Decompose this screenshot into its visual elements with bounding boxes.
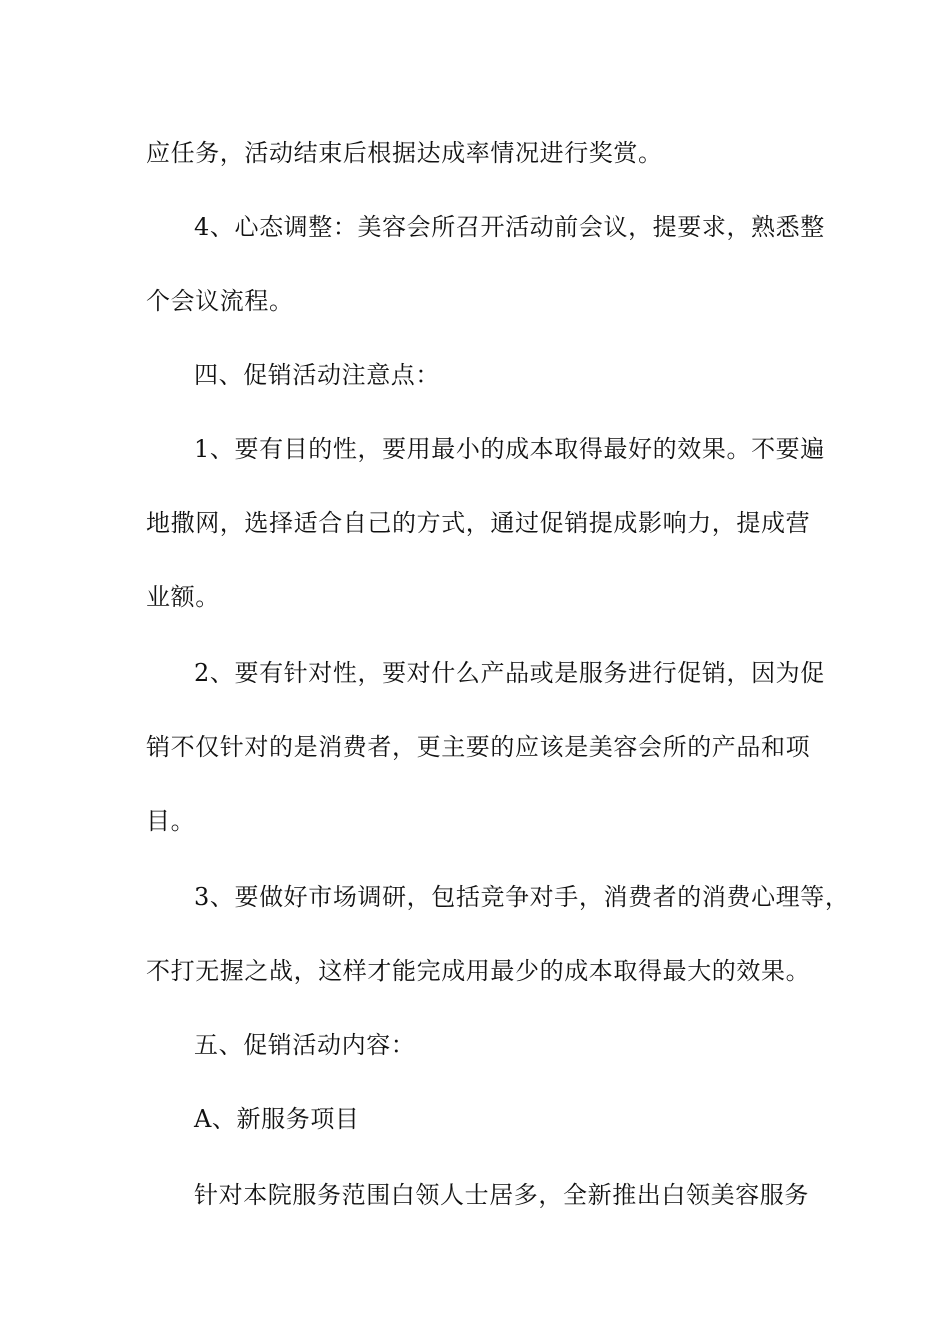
paragraph-line: 个会议流程。 xyxy=(146,287,294,315)
paragraph-line: 地撒网，选择适合自己的方式，通过促销提成影响力，提成营 xyxy=(146,509,811,537)
paragraph-line: 不打无握之战，这样才能完成用最少的成本取得最大的效果。 xyxy=(146,957,811,985)
paragraph-line: 目。 xyxy=(146,807,196,835)
paragraph-line: 针对本院服务范围白领人士居多，全新推出白领美容服务 xyxy=(194,1181,809,1209)
paragraph-line: 销不仅针对的是消费者，更主要的应该是美容会所的产品和项 xyxy=(146,733,811,761)
section-heading: 五、促销活动内容： xyxy=(194,1031,416,1059)
paragraph-line: 应任务，活动结束后根据达成率情况进行奖赏。 xyxy=(146,139,663,167)
paragraph-line: 业额。 xyxy=(146,583,220,611)
section-heading: 四、促销活动注意点： xyxy=(194,361,440,389)
paragraph-line: 1、要有目的性，要用最小的成本取得最好的效果。不要遍 xyxy=(194,435,825,463)
paragraph-line: 4、心态调整：美容会所召开活动前会议，提要求，熟悉整 xyxy=(194,213,825,241)
subsection-heading: A、新服务项目 xyxy=(194,1105,360,1133)
paragraph-line: 3、要做好市场调研，包括竞争对手，消费者的消费心理等， xyxy=(194,883,850,911)
paragraph-line: 2、要有针对性，要对什么产品或是服务进行促销，因为促 xyxy=(194,659,825,687)
